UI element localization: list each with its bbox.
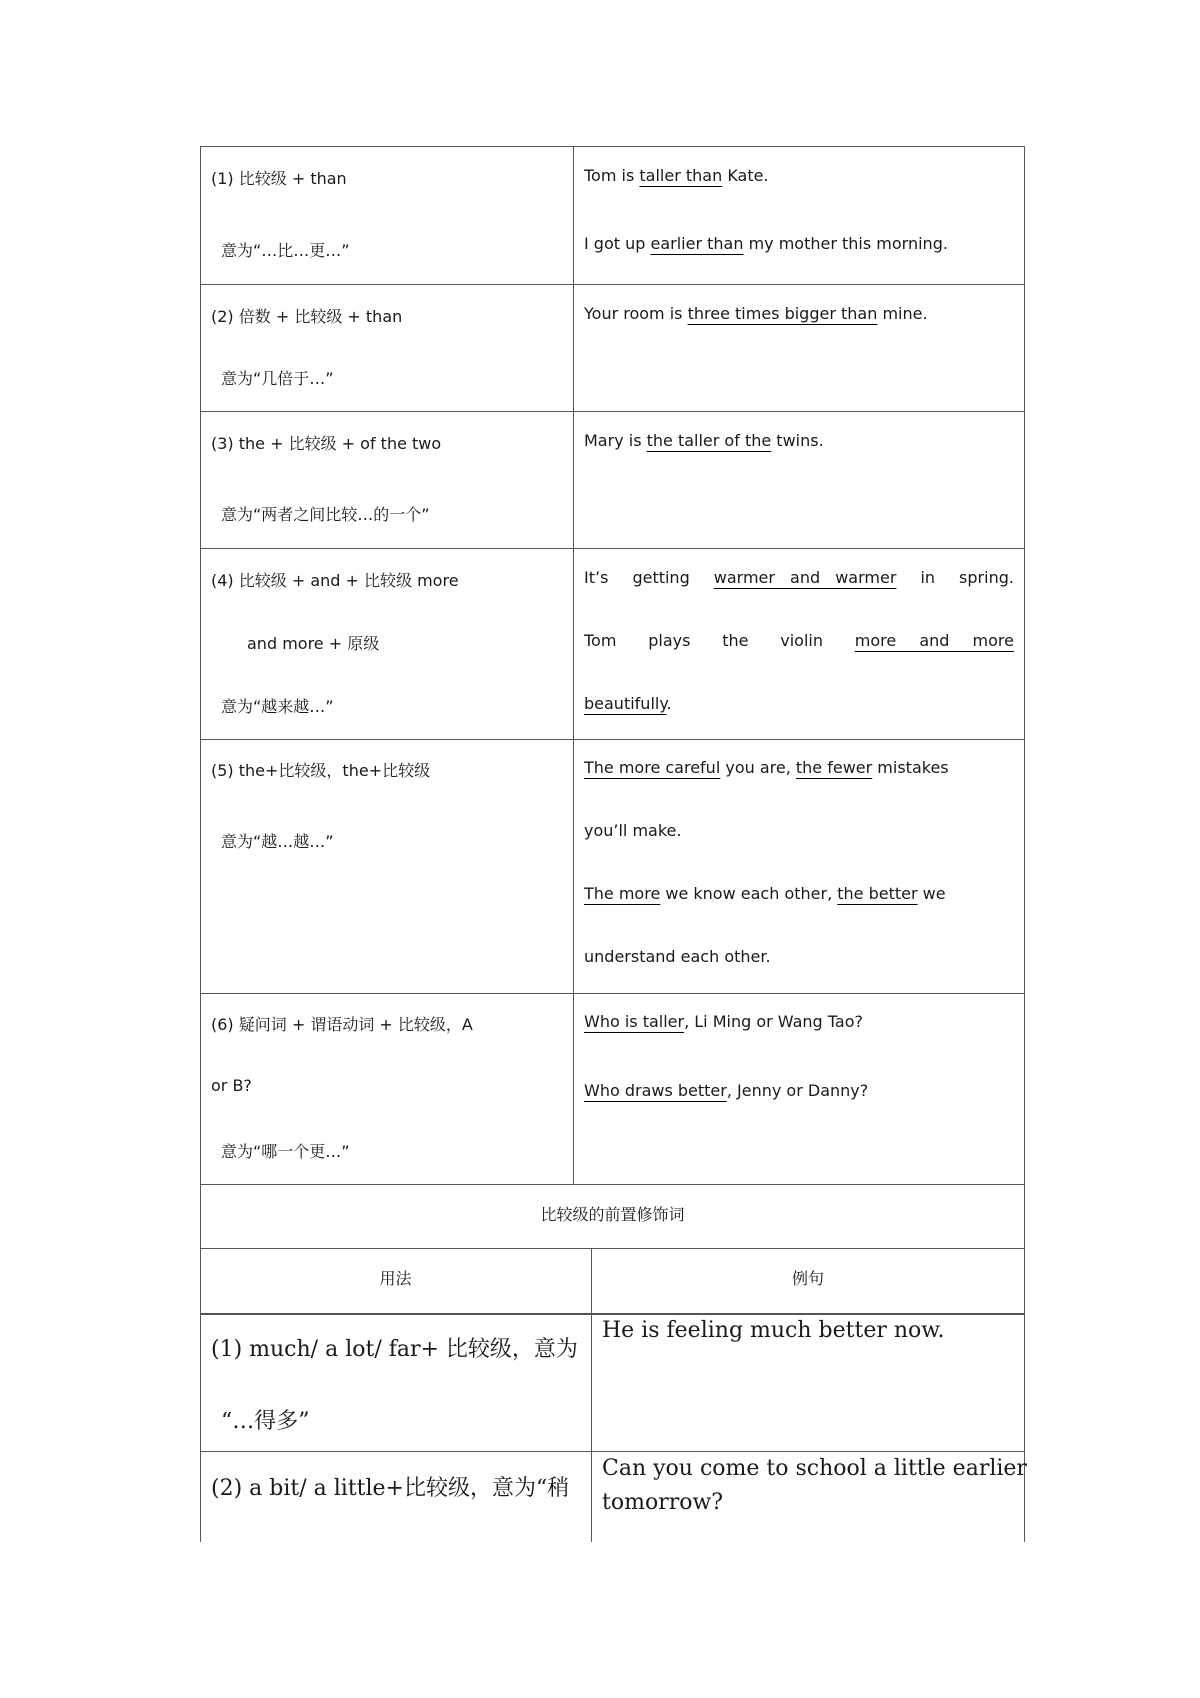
- example-sentence: [584, 568, 1014, 587]
- example-sentence: [584, 431, 824, 450]
- example-sentence: [584, 234, 948, 253]
- table-border: [1024, 146, 1025, 1542]
- table-border: [200, 1451, 1025, 1452]
- usage-meaning: 意为“几倍于…”: [221, 369, 334, 388]
- example-underlined: the taller of the: [646, 431, 772, 450]
- example-underlined: earlier than: [650, 234, 744, 253]
- example-text: Kate.: [722, 166, 769, 185]
- example-text: , Li Ming or Wang Tao?: [684, 1012, 863, 1031]
- usage-text: (1) 比较级 + than: [211, 169, 347, 188]
- example-sentence: [584, 166, 769, 185]
- example-sentence: [584, 1012, 863, 1031]
- table-border: [200, 1313, 1025, 1315]
- table-border: [573, 146, 574, 1184]
- column-header-example: 例句: [791, 1269, 824, 1288]
- example-sentence: [584, 1081, 868, 1100]
- example-underlined: The more: [584, 884, 661, 903]
- example-text: Tom: [584, 631, 617, 650]
- example-underlined: taller than: [639, 166, 723, 185]
- example-text: mine.: [877, 304, 928, 323]
- table-border: [200, 284, 1025, 285]
- example-sentence: Can you come to school a little earlier: [602, 1456, 1027, 1481]
- example-text: Mary is: [584, 431, 647, 450]
- example-underlined: the fewer: [795, 758, 873, 777]
- table-border: [200, 146, 201, 1542]
- example-underlined: more and more: [854, 631, 1014, 650]
- usage-meaning: “…得多”: [221, 1409, 310, 1434]
- usage-text: (4) 比较级 + and + 比较级 more: [211, 571, 459, 590]
- example-text: we: [917, 884, 946, 903]
- example-text: the: [722, 631, 749, 650]
- usage-text: (2) a bit/ a little+比较级，意为“稍: [211, 1476, 570, 1501]
- table-border: [200, 1248, 1025, 1249]
- example-sentence: [584, 304, 928, 323]
- usage-meaning: 意为“哪一个更…”: [221, 1142, 350, 1161]
- example-sentence: [584, 758, 949, 777]
- table-border: [200, 146, 1025, 147]
- example-underlined: warmer and warmer: [713, 568, 897, 587]
- example-text: twins.: [771, 431, 824, 450]
- table-border: [200, 411, 1025, 412]
- example-text: spring.: [959, 568, 1014, 587]
- usage-meaning: 意为“…比…更…”: [221, 241, 350, 260]
- table-border: [200, 993, 1025, 994]
- example-underlined: beautifully: [584, 694, 667, 713]
- example-text: I got up: [584, 234, 651, 253]
- usage-text: [211, 568, 561, 591]
- example-text: mistakes: [872, 758, 949, 777]
- table-border: [200, 548, 1025, 549]
- example-text: getting: [632, 568, 690, 587]
- usage-meaning: 意为“越…越…”: [221, 832, 334, 851]
- usage-meaning: 意为“两者之间比较…的一个”: [221, 505, 430, 524]
- example-underlined: three times bigger than: [687, 304, 878, 323]
- usage-text: (3) the + 比较级 + of the two: [211, 434, 442, 453]
- example-sentence: you’ll make.: [584, 821, 682, 840]
- example-sentence: [584, 631, 1014, 650]
- usage-meaning: 意为“越来越…”: [221, 697, 334, 716]
- example-underlined: the better: [837, 884, 918, 903]
- example-sentence: He is feeling much better now.: [602, 1318, 945, 1343]
- usage-text: (6) 疑问词 + 谓语动词 + 比较级，A: [211, 1015, 473, 1034]
- example-text: Your room is: [584, 304, 688, 323]
- example-text: plays: [648, 631, 691, 650]
- example-underlined: The more careful: [584, 758, 721, 777]
- table-border: [200, 1184, 1025, 1185]
- usage-text: (1) much/ a lot/ far+ 比较级，意为: [211, 1337, 578, 1362]
- example-underlined: Who is taller: [584, 1012, 685, 1031]
- example-sentence: tomorrow?: [602, 1490, 724, 1515]
- usage-text: (5) the+比较级，the+比较级: [211, 761, 431, 780]
- example-text: .: [666, 694, 672, 713]
- example-text: you are,: [720, 758, 796, 777]
- example-text: in: [920, 568, 936, 587]
- example-sentence: [584, 884, 946, 903]
- column-header-usage: 用法: [379, 1269, 412, 1288]
- section-title: 比较级的前置修饰词: [540, 1205, 685, 1224]
- usage-text: and more + 原级: [247, 634, 380, 653]
- table-border: [591, 1248, 592, 1542]
- example-sentence: understand each other.: [584, 947, 771, 966]
- example-text: we know each other,: [660, 884, 838, 903]
- example-underlined: Who draws better: [584, 1081, 727, 1100]
- example-text: violin: [780, 631, 823, 650]
- example-text: Tom is: [584, 166, 640, 185]
- example-sentence: [584, 694, 672, 713]
- table-border: [200, 739, 1025, 740]
- example-text: , Jenny or Danny?: [726, 1081, 869, 1100]
- usage-text: (2) 倍数 + 比较级 + than: [211, 307, 403, 326]
- usage-text: or B?: [211, 1076, 252, 1095]
- example-text: It’s: [584, 568, 609, 587]
- example-text: my mother this morning.: [743, 234, 948, 253]
